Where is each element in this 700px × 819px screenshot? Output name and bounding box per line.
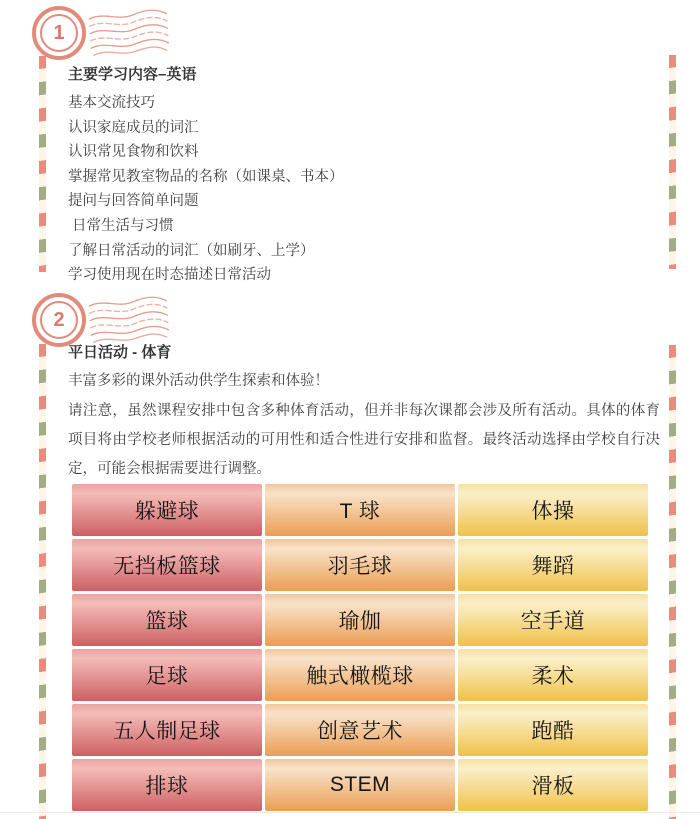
divider	[0, 812, 700, 813]
list-item: 掌握常见教室物品的名称（如课桌、书本）	[68, 168, 344, 185]
dashed-border-left-1	[39, 56, 46, 272]
activity-cell: 瑜伽	[265, 594, 455, 646]
stamp-2-icon	[32, 293, 86, 347]
list-item: 认识常见食物和饮料	[68, 144, 199, 161]
section-2-note: 请注意，虽然课程安排中包含多种体育活动，但并非每次课都会涉及所有活动。具体的体育项目将由学校老师根据活动的可用性和适合性进行安排和监督。最终活动选择由学校自行决定，可能会根据需要进行调整。	[68, 403, 660, 477]
list-item: 学习使用现在时态描述日常活动	[68, 267, 271, 284]
list-item: 提问与回答简单问题	[68, 193, 199, 210]
activity-cell: 创意艺术	[265, 704, 455, 756]
list-item: 认识家庭成员的词汇	[68, 119, 199, 136]
stamp-outer-ring	[32, 293, 86, 347]
section-1	[68, 66, 628, 288]
activities-table	[72, 484, 648, 811]
stamp-inner-ring	[40, 14, 78, 52]
activity-cell: 羽毛球	[265, 539, 455, 591]
list-item: 基本交流技巧	[68, 95, 155, 111]
activity-cell: T 球	[265, 484, 455, 536]
postmark-waves-icon	[86, 7, 171, 61]
stamp-inner-ring	[40, 301, 78, 339]
activity-cell: 空手道	[458, 594, 648, 646]
list-item: 了解日常活动的词汇（如刷牙、上学）	[68, 242, 315, 259]
activity-cell: 跑酷	[458, 704, 648, 756]
activity-cell: 篮球	[72, 594, 262, 646]
activity-cell: STEM	[265, 759, 455, 811]
dashed-border-right-2	[669, 345, 676, 819]
activity-cell: 触式橄榄球	[265, 649, 455, 701]
dashed-border-right-1	[669, 55, 676, 269]
activity-cell: 无挡板篮球	[72, 539, 262, 591]
section-number: 1	[53, 22, 65, 44]
section-number: 2	[53, 309, 65, 331]
activity-cell: 足球	[72, 649, 262, 701]
section-1-title: 主要学习内容–英语	[68, 66, 197, 83]
activity-cell: 排球	[72, 759, 262, 811]
activity-cell: 五人制足球	[72, 704, 262, 756]
activity-cell: 体操	[458, 484, 648, 536]
activity-cell: 躲避球	[72, 484, 262, 536]
activity-cell: 舞蹈	[458, 539, 648, 591]
stamp-1-icon	[32, 6, 86, 60]
section-2	[68, 344, 660, 483]
activity-cell: 柔术	[458, 649, 648, 701]
section-2-title: 平日活动 - 体育	[68, 344, 172, 361]
activity-cell: 滑板	[458, 759, 648, 811]
dashed-border-left-2	[39, 344, 46, 819]
list-item: 日常生活与习惯	[68, 217, 174, 234]
postmark-waves-icon	[86, 294, 171, 348]
section-2-subtitle: 丰富多彩的课外活动供学生探索和体验！	[68, 373, 329, 389]
stamp-outer-ring	[32, 6, 86, 60]
